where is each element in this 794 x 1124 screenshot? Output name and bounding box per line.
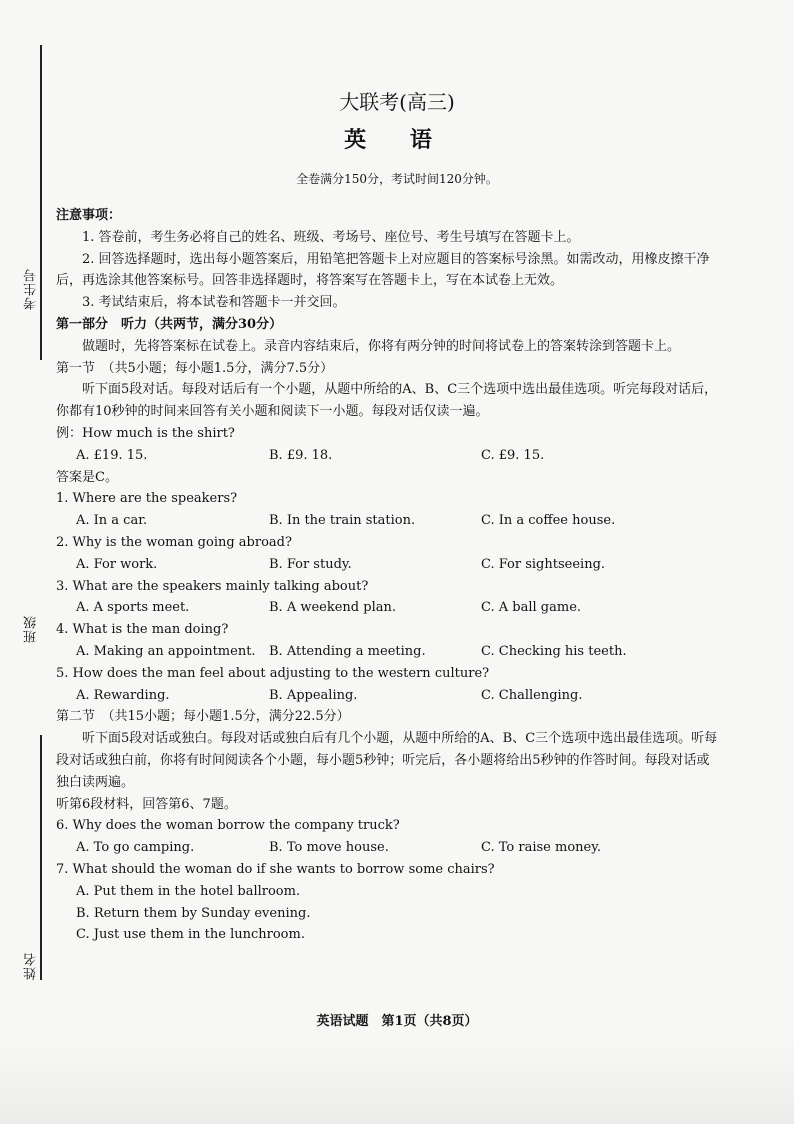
question: 2. Why is the woman going abroad? bbox=[56, 534, 292, 550]
option-b: B. In the train station. bbox=[269, 513, 416, 529]
option-b: B. Appealing. bbox=[269, 687, 358, 703]
example-question: 例：How much is the shirt? bbox=[56, 425, 235, 441]
question: 1. Where are the speakers? bbox=[56, 491, 238, 507]
page-footer: 英语试题 第1页（共8页） bbox=[316, 1014, 478, 1029]
name-label: 姓名 bbox=[24, 952, 39, 980]
option-c: C. Checking his teeth. bbox=[481, 643, 627, 659]
example-answer: 答案是C。 bbox=[56, 469, 118, 485]
option-a: A. To go camping. bbox=[76, 840, 195, 856]
question-options bbox=[56, 554, 721, 576]
option-c: C. Just use them in the lunchroom. bbox=[76, 927, 305, 943]
option-b: B. Return them by Sunday evening. bbox=[76, 905, 311, 921]
exam-info: 全卷满分150分，考试时间120分钟。 bbox=[296, 172, 498, 186]
option-c: C. £9. 15. bbox=[481, 447, 545, 463]
exam-title: 大联考(高三) bbox=[339, 90, 455, 114]
material-note: 听第6段材料，回答第6、7题。 bbox=[56, 796, 237, 812]
option-b: B. For study. bbox=[269, 556, 352, 572]
question-options bbox=[56, 641, 721, 663]
example-options bbox=[56, 445, 721, 467]
option-a: A. A sports meet. bbox=[76, 600, 190, 616]
option-c: C. In a coffee house. bbox=[481, 513, 616, 529]
question-options bbox=[56, 597, 721, 619]
section2-intro: 听下面5段对话或独白。每段对话或独白后有几个小题，从题中所给的A、B、C三个选项中选出最佳选项。听每段对话或独白前，你将有时间阅读各个小题，每小题5秒钟；听完后，各小题将给出5秒钟的作答时间。每段对话或独白读两遍。 bbox=[56, 731, 718, 790]
part1-heading: 第一部分 听力（共两节，满分30分） bbox=[56, 316, 283, 332]
option-c: C. Challenging. bbox=[481, 687, 583, 703]
binding-line bbox=[40, 735, 42, 980]
question: 3. What are the speakers mainly talking about? bbox=[56, 578, 369, 594]
question: 6. Why does the woman borrow the company truck? bbox=[56, 818, 400, 834]
option-a: A. £19. 15. bbox=[76, 447, 148, 463]
option-a: A. Rewarding. bbox=[76, 687, 170, 703]
question: 7. What should the woman do if she wants to borrow some chairs? bbox=[56, 861, 495, 877]
section1-heading: 第一节 （共5小题；每小题1.5分，满分7.5分） bbox=[56, 360, 334, 376]
notes-heading: 注意事项： bbox=[56, 208, 122, 223]
note-item: 3. 考试结束后，将本试卷和答题卡一并交回。 bbox=[82, 295, 346, 311]
section2-heading: 第二节 （共15小题；每小题1.5分，满分22.5分） bbox=[56, 709, 350, 725]
question: 5. How does the man feel about adjusting to the western culture? bbox=[56, 665, 490, 681]
question-options bbox=[56, 685, 721, 707]
scan-shadow bbox=[0, 1040, 794, 1124]
option-c: C. For sightseeing. bbox=[481, 556, 606, 572]
question: 4. What is the man doing? bbox=[56, 622, 229, 638]
option-a: A. Put them in the hotel ballroom. bbox=[76, 883, 301, 899]
subject-title: 英 语 bbox=[344, 127, 450, 153]
section1-intro: 听下面5段对话。每段对话后有一个小题，从题中所给的A、B、C三个选项中选出最佳选项。听完每段对话后，你都有10秒钟的时间来回答有关小题和阅读下一小题。每段对话仅读一遍。 bbox=[56, 382, 718, 420]
option-b: B. A weekend plan. bbox=[269, 600, 396, 616]
question-options bbox=[56, 837, 721, 859]
option-c: C. A ball game. bbox=[481, 600, 582, 616]
question-options bbox=[56, 510, 721, 532]
class-label: 班级 bbox=[24, 615, 39, 643]
option-c: C. To raise money. bbox=[481, 840, 601, 856]
option-a: A. Making an appointment. bbox=[76, 643, 256, 659]
note-item: 2. 回答选择题时，选出每小题答案后，用铅笔把答题卡上对应题目的答案标号涂黑。如需改动，用橡皮擦干净后，再选涂其他答案标号。回答非选择题时，将答案写在答题卡上，写在本试卷上无效。 bbox=[56, 251, 710, 289]
part1-intro: 做题时，先将答案标在试卷上。录音内容结束后，你将有两分钟的时间将试卷上的答案转涂到答题卡上。 bbox=[82, 338, 681, 354]
option-b: B. To move house. bbox=[269, 840, 389, 856]
option-b: B. £9. 18. bbox=[269, 447, 333, 463]
exam-number-label: 考生号 bbox=[24, 268, 39, 310]
option-b: B. Attending a meeting. bbox=[269, 643, 426, 659]
option-a: A. For work. bbox=[76, 556, 158, 572]
note-item: 1. 答卷前，考生务必将自己的姓名、班级、考场号、座位号、考生号填写在答题卡上。 bbox=[82, 229, 580, 245]
option-a: A. In a car. bbox=[76, 513, 148, 529]
exam-content bbox=[56, 205, 721, 946]
